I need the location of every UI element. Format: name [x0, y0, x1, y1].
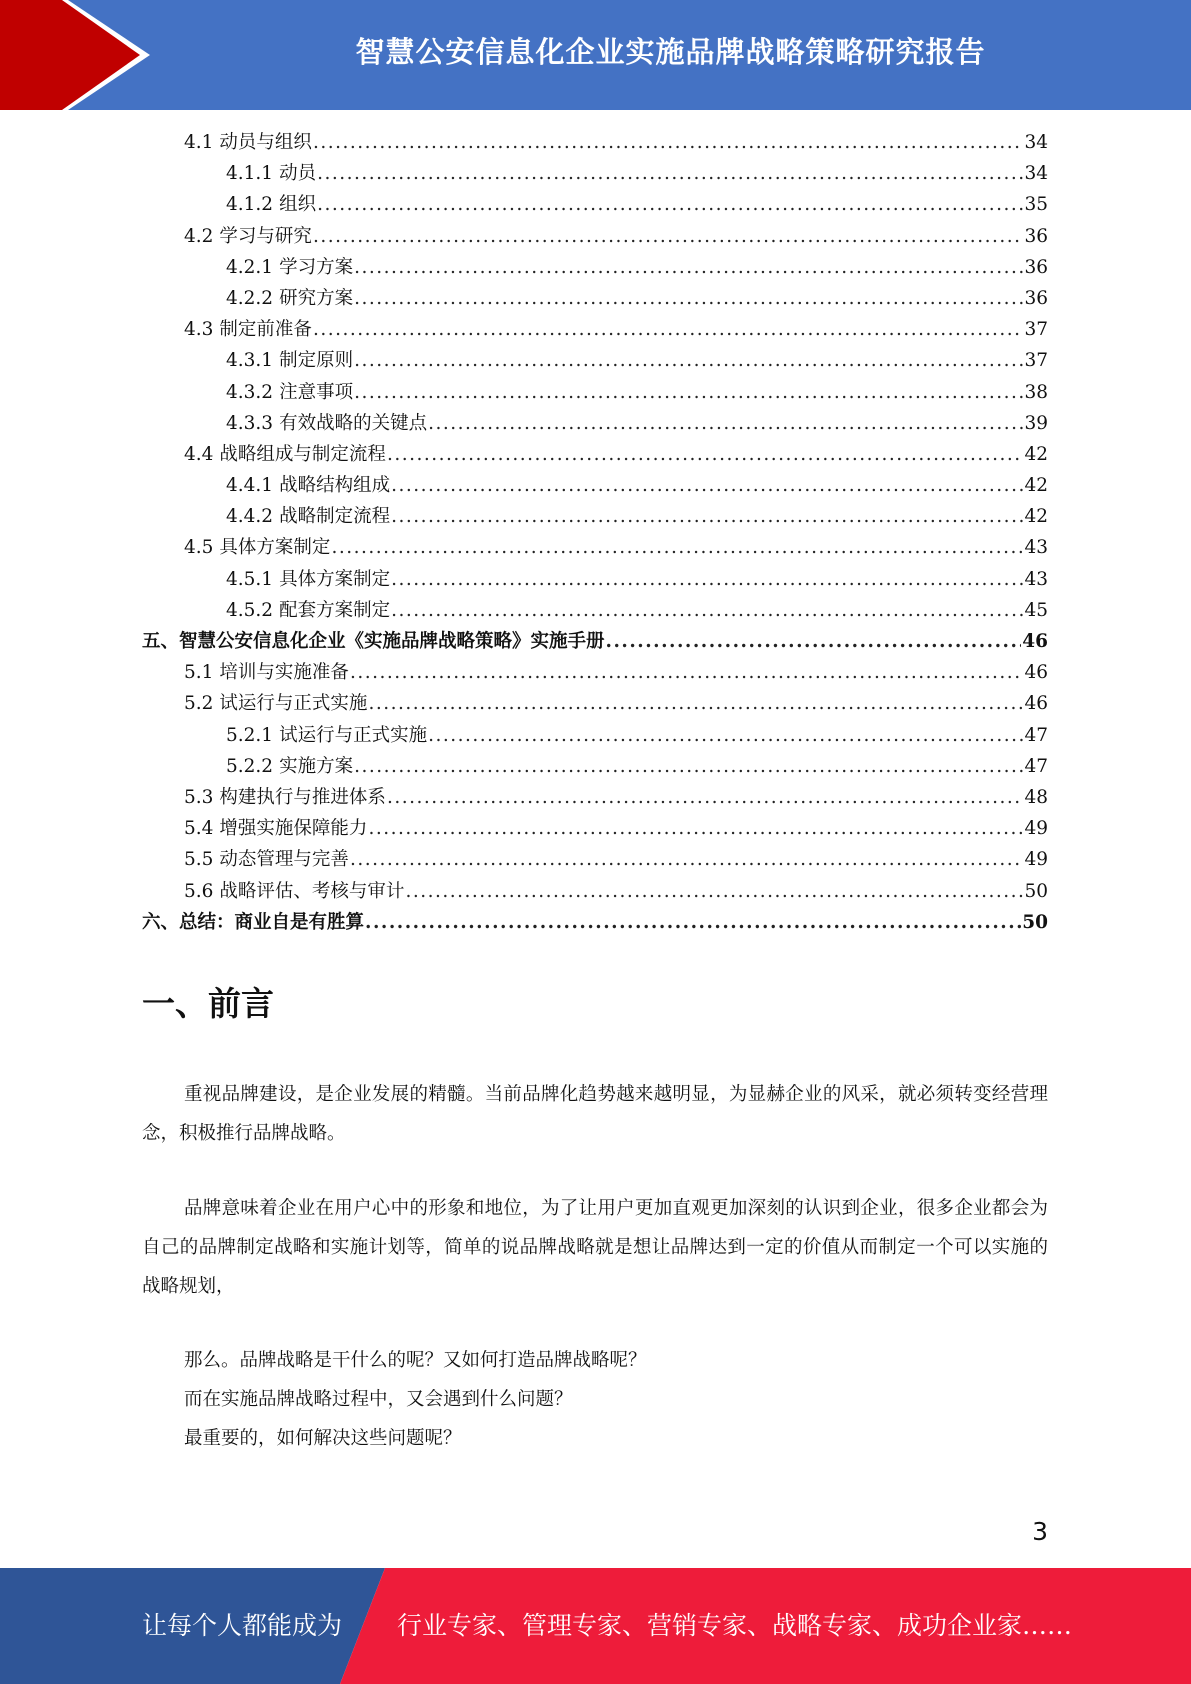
toc-entry-label: 战略制定流程 — [279, 506, 391, 528]
toc-entry-label: 配套方案制定 — [279, 599, 391, 621]
toc-entry[interactable] — [142, 346, 1048, 377]
question-line-2: 而在实施品牌战略过程中，又会遇到什么问题？ — [184, 1389, 573, 1410]
page-header — [0, 0, 1191, 110]
toc-dot-leader — [365, 912, 1021, 933]
toc-entry[interactable] — [142, 284, 1048, 315]
toc-entry-number: 4.4.1 — [226, 475, 274, 497]
toc-entry-label: 动员 — [279, 163, 317, 185]
toc-page-number: 50 — [1022, 911, 1048, 933]
toc-entry-label: 学习与研究 — [219, 225, 312, 247]
toc-page-number: 49 — [1024, 849, 1048, 871]
toc-page-number: 46 — [1024, 693, 1048, 715]
toc-entry[interactable] — [142, 222, 1048, 253]
toc-entry-label: 学习方案 — [279, 256, 354, 278]
toc-entry-number: 5.2 — [184, 693, 214, 715]
toc-entry[interactable] — [142, 128, 1048, 159]
toc-page-number: 36 — [1024, 287, 1048, 309]
table-of-contents — [142, 128, 1048, 939]
toc-page-number: 49 — [1024, 818, 1048, 840]
toc-entry-label: 战略评估、考核与审计 — [219, 880, 405, 902]
toc-entry-number: 4.1.2 — [226, 194, 274, 216]
toc-entry-label: 组织 — [279, 194, 317, 216]
toc-page-number: 46 — [1024, 662, 1048, 684]
toc-entry[interactable] — [142, 159, 1048, 190]
toc-dot-leader — [317, 194, 1023, 215]
toc-page-number: 50 — [1024, 880, 1048, 902]
toc-dot-leader — [368, 693, 1023, 714]
toc-entry[interactable] — [142, 502, 1048, 533]
toc-page-number: 37 — [1024, 350, 1048, 372]
toc-entry-label: 培训与实施准备 — [219, 662, 349, 684]
toc-entry-number: 5.4 — [184, 818, 214, 840]
toc-page-number: 36 — [1024, 256, 1048, 278]
toc-entry-label: 动员与组织 — [219, 132, 312, 153]
toc-page-number: 48 — [1024, 786, 1048, 808]
toc-dot-leader — [354, 756, 1023, 777]
toc-entry-label: 增强实施保障能力 — [219, 818, 368, 840]
toc-entry[interactable] — [142, 378, 1048, 409]
toc-entry[interactable] — [142, 627, 1048, 658]
paragraph-1: 重视品牌建设，是企业发展的精髓。当前品牌化趋势越来越明显，为显赫企业的风采，就必须转变经营理念，积极推行品牌战略。 — [142, 1084, 1048, 1144]
toc-dot-leader — [354, 288, 1023, 309]
toc-entry-label: 具体方案制定 — [279, 568, 391, 590]
toc-dot-leader — [391, 600, 1023, 621]
toc-dot-leader — [313, 319, 1024, 340]
toc-entry-number: 5.1 — [184, 662, 214, 684]
toc-dot-leader — [391, 475, 1023, 496]
toc-entry[interactable] — [142, 721, 1048, 752]
toc-entry-number: 4.3.3 — [226, 412, 274, 434]
toc-dot-leader — [391, 569, 1023, 590]
toc-entry-label: 注意事项 — [279, 381, 354, 403]
toc-entry[interactable] — [142, 783, 1048, 814]
toc-entry-number: 4.1.1 — [226, 163, 274, 185]
toc-page-number: 46 — [1022, 631, 1048, 652]
toc-dot-leader — [428, 725, 1023, 746]
toc-entry[interactable] — [142, 253, 1048, 284]
toc-dot-leader — [606, 631, 1022, 652]
toc-entry-label: 战略结构组成 — [279, 475, 391, 497]
toc-entry-number: 4.2 — [184, 225, 214, 247]
toc-entry[interactable] — [142, 908, 1048, 939]
toc-page-number: 42 — [1024, 475, 1048, 497]
question-line-3: 最重要的，如何解决这些问题呢？ — [184, 1428, 462, 1449]
page-number: 3 — [1032, 1517, 1048, 1546]
toc-dot-leader — [387, 787, 1024, 808]
toc-entry[interactable] — [142, 658, 1048, 689]
toc-entry-number: 5.2.2 — [226, 755, 274, 777]
toc-entry-label: 构建执行与推进体系 — [219, 786, 386, 808]
toc-dot-leader — [313, 132, 1024, 153]
toc-entry[interactable] — [142, 471, 1048, 502]
footer-slogan-left: 让每个人都能成为 — [142, 1611, 343, 1640]
toc-entry-number: 4.3.1 — [226, 350, 274, 372]
footer-slogan-right: 行业专家、管理专家、营销专家、战略专家、成功企业家…… — [397, 1611, 1073, 1640]
toc-page-number: 39 — [1024, 412, 1048, 434]
toc-entry[interactable] — [142, 565, 1048, 596]
toc-page-number: 42 — [1024, 506, 1048, 528]
toc-entry-label: 五、智慧公安信息化企业《实施品牌战略策略》实施手册 — [142, 631, 605, 652]
toc-entry-label: 研究方案 — [279, 287, 354, 309]
toc-entry-number: 4.5.1 — [226, 568, 274, 590]
paragraph-2: 品牌意味着企业在用户心中的形象和地位，为了让用户更加直观更加深刻的认识到企业，很多企业都会为自己的品牌制定战略和实施计划等，简单的说品牌战略就是想让品牌达到一定的价值从而制定一个可以实施的战略规划， — [142, 1198, 1048, 1297]
toc-page-number: 45 — [1024, 599, 1048, 621]
toc-entry[interactable] — [142, 409, 1048, 440]
toc-page-number: 34 — [1024, 132, 1048, 153]
toc-dot-leader — [391, 506, 1023, 527]
toc-entry-number: 4.2.1 — [226, 256, 274, 278]
toc-entry-number: 4.3.2 — [226, 381, 274, 403]
toc-page-number: 47 — [1024, 724, 1048, 746]
toc-entry-label: 试运行与正式实施 — [279, 724, 428, 746]
toc-entry-number: 5.3 — [184, 786, 214, 808]
toc-entry-label: 有效战略的关键点 — [279, 412, 428, 434]
toc-entry[interactable] — [142, 533, 1048, 564]
toc-dot-leader — [428, 413, 1023, 434]
toc-entry-number: 5.2.1 — [226, 724, 274, 746]
toc-entry-label: 六、总结：商业自是有胜算 — [142, 911, 365, 933]
toc-entry-number: 4.3 — [184, 319, 214, 341]
toc-dot-leader — [354, 350, 1023, 371]
document-title: 智慧公安信息化企业实施品牌战略策略研究报告 — [355, 34, 986, 69]
toc-dot-leader — [387, 444, 1024, 465]
toc-entry-label: 战略组成与制定流程 — [219, 443, 386, 465]
toc-dot-leader — [350, 849, 1024, 870]
toc-page-number: 35 — [1024, 194, 1048, 216]
toc-dot-leader — [354, 257, 1023, 278]
toc-page-number: 42 — [1024, 443, 1048, 465]
toc-page-number: 38 — [1024, 381, 1048, 403]
page-footer — [0, 1568, 1191, 1684]
toc-entry-label: 制定原则 — [279, 350, 354, 372]
question-line-1: 那么。品牌战略是干什么的呢？又如何打造品牌战略呢？ — [184, 1350, 647, 1371]
toc-entry-label: 实施方案 — [279, 755, 354, 777]
toc-page-number: 43 — [1024, 568, 1048, 590]
toc-entry[interactable] — [142, 752, 1048, 783]
toc-entry[interactable] — [142, 190, 1048, 221]
toc-entry-label: 动态管理与完善 — [219, 849, 349, 871]
toc-dot-leader — [354, 382, 1023, 403]
toc-entry[interactable] — [142, 877, 1048, 908]
toc-dot-leader — [368, 818, 1023, 839]
toc-entry-number: 4.4 — [184, 443, 214, 465]
toc-entry-number: 4.1 — [184, 132, 214, 153]
toc-entry-number: 4.5.2 — [226, 599, 274, 621]
toc-entry-label: 具体方案制定 — [219, 537, 331, 559]
toc-page-number: 47 — [1024, 755, 1048, 777]
toc-entry[interactable] — [142, 596, 1048, 627]
toc-entry[interactable] — [142, 315, 1048, 346]
toc-dot-leader — [405, 881, 1023, 902]
toc-page-number: 43 — [1024, 537, 1048, 559]
toc-dot-leader — [313, 226, 1024, 247]
red-arrow-icon — [0, 0, 160, 110]
toc-entry-number: 4.4.2 — [226, 506, 274, 528]
toc-dot-leader — [350, 662, 1024, 683]
toc-entry[interactable] — [142, 814, 1048, 845]
toc-entry-number: 5.5 — [184, 849, 214, 871]
toc-entry[interactable] — [142, 845, 1048, 876]
toc-entry[interactable] — [142, 689, 1048, 720]
section-heading: 一、前言 — [142, 984, 274, 1023]
toc-entry-number: 4.2.2 — [226, 287, 274, 309]
toc-entry-label: 试运行与正式实施 — [219, 693, 368, 715]
toc-page-number: 37 — [1024, 319, 1048, 341]
toc-entry-label: 制定前准备 — [219, 319, 312, 341]
toc-entry-number: 5.6 — [184, 880, 214, 902]
toc-dot-leader — [331, 537, 1023, 558]
toc-entry-number: 4.5 — [184, 537, 214, 559]
toc-dot-leader — [317, 163, 1023, 184]
toc-page-number: 36 — [1024, 225, 1048, 247]
toc-page-number: 34 — [1024, 163, 1048, 185]
toc-entry[interactable] — [142, 440, 1048, 471]
